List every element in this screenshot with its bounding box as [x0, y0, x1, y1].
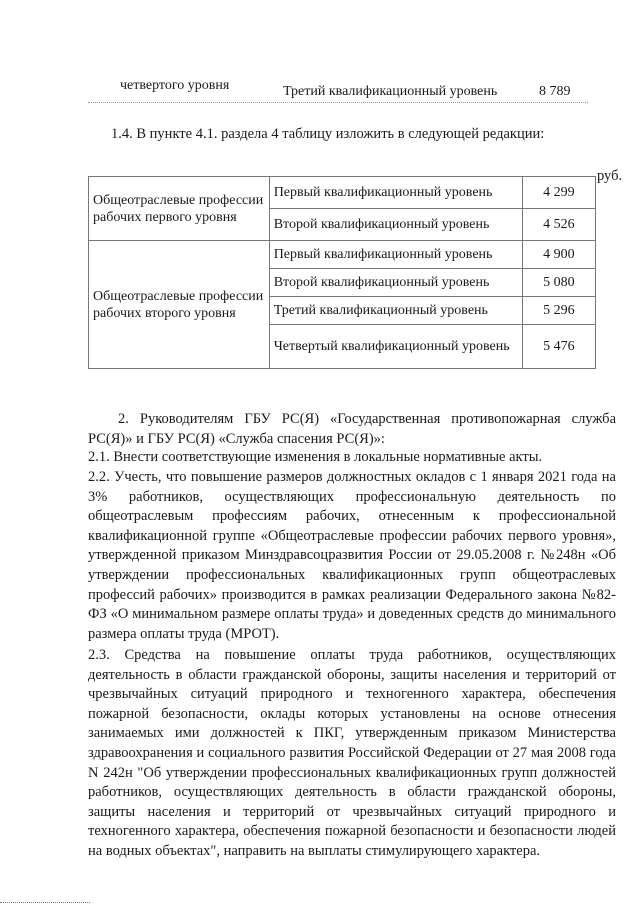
level-cell: Первый квалификационный уровень: [269, 241, 522, 269]
currency-unit: руб.: [597, 168, 623, 184]
salary-table: [88, 176, 596, 369]
paragraph-2: 2. Руководителям ГБУ РС(Я) «Государственная противопожарная служба РС(Я)» и ГБУ РС(Я) «Служба спасения РС(Я)»:: [88, 411, 616, 447]
table-row: [89, 177, 596, 209]
table-row: [89, 241, 596, 269]
level-cell: Третий квалификационный уровень: [269, 297, 522, 325]
paragraph-2-2: 2.2. Учесть, что повышение размеров должностных окладов с 1 января 2021 года на 3% работников, осуществляющих профессиональную деятельность по общеотраслевым профессиям рабочих, отнесенным к профессиональной квалификационной группе «Общеотраслевые профессии рабочих первого уровня», утвержденной приказом Минздравсоцразвития России от 29.05.2008 г. №248н «Об утверждении профессиональных квалификационных групп общеотраслевых профессий рабочих» производится в рамках реализации Федерального закона №82-ФЗ «О минимальном размере оплаты труда» и доведенных средств до минимального размера оплаты труда (МРОТ).: [88, 469, 616, 642]
previous-table-fragment: [0, 76, 640, 102]
level-cell: Второй квалификационный уровень: [269, 269, 522, 297]
fragment-value: 8 789: [539, 84, 571, 99]
group-cell: Общеотраслевые профессии рабочих второго уровня: [89, 241, 270, 369]
value-cell: 4 299: [522, 177, 595, 209]
level-cell: Четвертый квалификационный уровень: [269, 325, 522, 369]
paragraph-2-3: 2.3. Средства на повышение оплаты труда работников, осуществляющих деятельность в области гражданской обороны, защиты населения и территорий от чрезвычайных ситуаций природного и техногенного характера, обеспечения пожарной безопасности, оклады которых установлены на основе отнесения занимаемых ими должностей к ПКГ, утвержденным приказом Министерства здравоохранения и социального развития Российской Федерации от 27 мая 2008 года N 242н "Об утверждении профессиональных квалификационных групп должностей работников, осуществляющих деятельность в области гражданской обороны, защиты населения и территорий от чрезвычайных ситуаций природного и техногенного характера, обеспечения пожарной безопасности и безопасности людей на водных объектах", направить на выплаты стимулирующего характера.: [88, 647, 616, 859]
fragment-divider: [88, 102, 588, 103]
value-cell: 5 296: [522, 297, 595, 325]
paragraph-2-1: 2.1. Внести соответствующие изменения в локальные нормативные акты.: [88, 449, 543, 465]
value-cell: 4 900: [522, 241, 595, 269]
item-1-4: 1.4. В пункте 4.1. раздела 4 таблицу изложить в следующей редакции:: [111, 126, 545, 142]
fragment-group: четвертого уровня: [120, 78, 230, 93]
group-cell: Общеотраслевые профессии рабочих первого уровня: [89, 177, 270, 241]
level-cell: Второй квалификационный уровень: [269, 209, 522, 241]
value-cell: 5 476: [522, 325, 595, 369]
fragment-level: Третий квалификационный уровень: [283, 84, 498, 99]
level-cell: Первый квалификационный уровень: [269, 177, 522, 209]
value-cell: 4 526: [522, 209, 595, 241]
value-cell: 5 080: [522, 269, 595, 297]
footer-divider: [0, 902, 90, 903]
